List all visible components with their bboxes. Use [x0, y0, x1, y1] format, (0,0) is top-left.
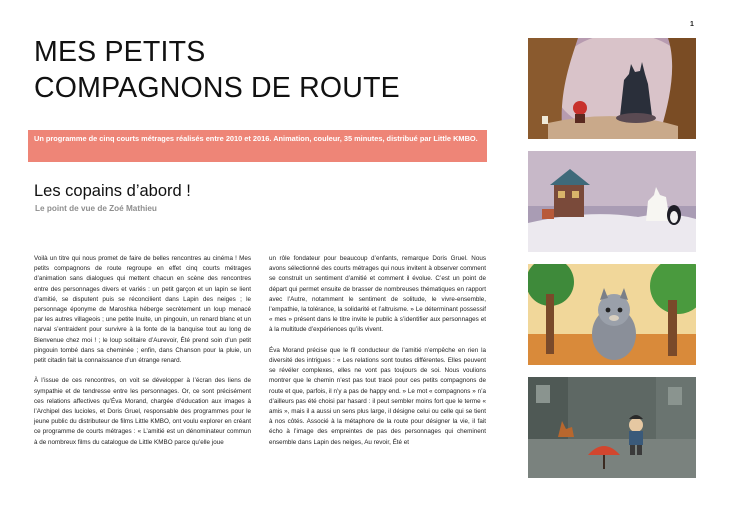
left-column [34, 254, 251, 448]
film-still-forest-image [528, 264, 696, 365]
banner-text: Un programme de cinq courts métrages réalisés entre 2010 et 2016. Animation, couleur, 35 minutes, distribué par Little KMBO. [34, 134, 478, 143]
film-still-rain-image [528, 377, 696, 478]
title-line-2: COMPAGNONS DE ROUTE [34, 72, 400, 104]
page-title [34, 34, 474, 106]
title-line-1: MES PETITS [34, 36, 206, 68]
film-still-ice [528, 151, 696, 252]
film-still-ice-image [528, 151, 696, 252]
page-number: 1 [690, 21, 694, 28]
right-column [269, 254, 486, 448]
left-paragraph-1: Voilà un titre qui nous promet de faire de belles rencontres au cinéma ! Mes petits compagnons de route regroupe en effet cinq courts métrages d’animation sans dialogues qui mettent chacun en scène des rencontres entre des personnages divers et variés : un petit garçon et un lapin se lient d’amitié, se disputent puis se réconcilient dans Lapin des neiges ; le personnage éponyme de Maroshka héberge secrètement un loup menacé par les autres villageois ; une petite Inuite, un pingouin, un renard blanc et un narval s’entraident pour survivre à la fonte de la banquise tout au long de Bienvenue chez moi ! ; le loup solitaire d’Aurevoir, Été prend soin d’un petit pingouin tombé dans sa cheminée ; enfin, dans Chanson pour la pluie, un petit citadin fait la connaissance d’un étrange renard. [34, 255, 251, 365]
film-still-rain [528, 377, 696, 478]
section-heading: Les copains d’abord ! [34, 182, 191, 200]
left-paragraph-2: À l’issue de ces rencontres, on voit se développer à l’écran des liens de sympathie et de tendresse entre les personnages. Or, ce sont précisément ces relations affectives qu’Éva Morand, chargée d’éducation aux images à l’Archipel des lucioles, et Doris Gruel, responsable des programmes pour le jeune public du distributeur de films Little KMBO, ont voulu explorer en créant ce programme de courts métrages : « L’amitié est un dénominateur commun à de nombreux films du catalogue de Little KMBO parce qu’elle joue [34, 377, 251, 446]
right-paragraph-1: un rôle fondateur pour beaucoup d’enfants, remarque Doris Gruel. Nous avons sélectionné des courts métrages qui nous invitent à observer comment se construit un sentiment d’amitié et comment il évolue. C’est un point de départ qui permet ensuite de brasser de nombreuses thématiques en rapport avec l’Autre, notamment le sentiment de solitude, le vivre-ensemble, l’empathie, la tolérance, la solidarité et l’altruisme. » Le déterminant possessif « mes » présent dans le titre invite le public à s’identifier aux personnages et à la multitude d’expériences qu’ils vivent. [269, 255, 486, 334]
film-still-wolf [528, 38, 696, 139]
synopsis-banner [28, 130, 487, 162]
film-still-forest [528, 264, 696, 365]
right-paragraph-2: Éva Morand précise que le fil conducteur de l’amitié n’empêche en rien la diversité des intrigues : « Les relations sont toutes différentes. Elles peuvent se révéler complexes, elles ne vont pas toujours de soi. Nous voulions montrer que le chemin n’est pas tout tracé pour ces petits compagnons de route et que, parfois, il n’y a pas de happy end. » Le mot « compagnons » n’a d’ailleurs pas été choisi par hasard : il peut sembler moins fort que le terme « amis », mais il a aussi un sens plus large, il désigne celui ou celle qui se tient à nos côtés. Associé à la métaphore de la route pour désigner la vie, il fait écho à l’image des empreintes de pas des personnages qui cheminent ensemble dans Lapin des neiges, Au revoir, Été et [269, 346, 486, 446]
section-subheading: Le point de vue de Zoé Mathieu [35, 204, 157, 213]
film-still-wolf-image [528, 38, 696, 139]
